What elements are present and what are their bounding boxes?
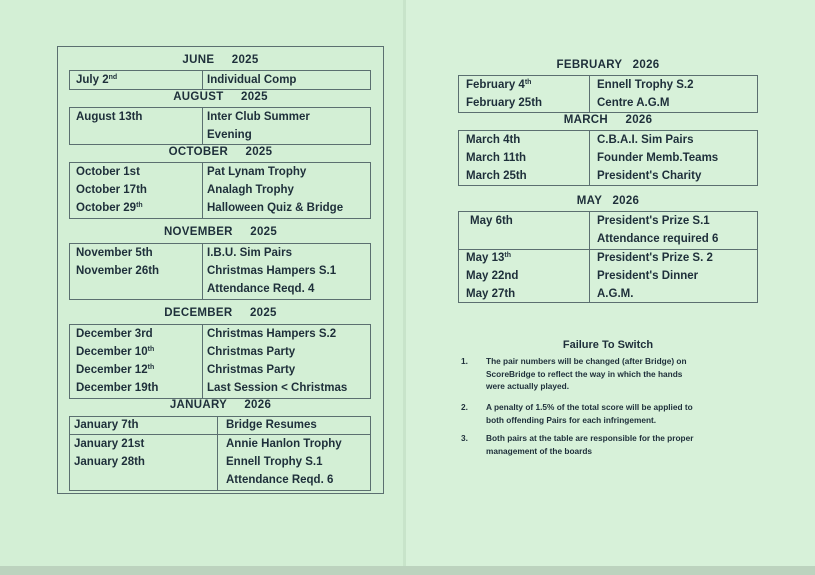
- october-date-1: October 1st: [76, 166, 140, 178]
- month-header-november: NOVEMBER 2025: [163, 226, 278, 238]
- month-header-august: AUGUST 2025: [173, 91, 268, 103]
- december-date-1: December 3rd: [76, 328, 153, 340]
- month-header-december: DECEMBER 2025: [164, 307, 277, 319]
- rule-item-2: 2. A penalty of 1.5% of the total score will be applied to both offending Pairs for each infringement.: [461, 402, 693, 425]
- may-date-3: May 13th: [466, 252, 511, 264]
- january-date-2: January 21st: [74, 438, 145, 450]
- march-date-1: March 4th: [466, 134, 521, 146]
- february-date-2: February 25th: [466, 97, 543, 109]
- month-header-may: MAY 2026: [576, 195, 640, 207]
- month-header-june: JUNE 2025: [182, 54, 259, 66]
- may-date-4: May 22nd: [466, 270, 519, 282]
- august-event-1: Inter Club Summer: [207, 111, 310, 123]
- failure-to-switch-title: Failure To Switch: [562, 339, 654, 351]
- month-header-january: JANUARY 2026: [169, 399, 272, 411]
- january-event-4: Attendance Reqd. 6: [226, 474, 334, 486]
- december-event-1: Christmas Hampers S.2: [207, 328, 337, 340]
- march-event-3: President's Charity: [597, 170, 702, 182]
- october-date-3: October 29th: [76, 202, 143, 214]
- june-date-1: July 2nd: [76, 74, 118, 86]
- january-date-1: January 7th: [74, 419, 139, 431]
- may-event-3: President's Prize S. 2: [597, 252, 713, 264]
- february-event-2: Centre A.G.M: [597, 97, 670, 109]
- month-header-march: MARCH 2026: [563, 114, 653, 126]
- june-event-1: Individual Comp: [207, 74, 297, 86]
- november-event-3: Attendance Reqd. 4: [207, 283, 315, 295]
- january-date-3: January 28th: [74, 456, 145, 468]
- december-event-4: Last Session < Christmas: [207, 382, 348, 394]
- rule-item-1: 1. The pair numbers will be changed (after Bridge) on ScoreBridge to reflect the way in which the hands were actually played.: [461, 356, 687, 391]
- march-event-1: C.B.A.I. Sim Pairs: [597, 134, 694, 146]
- may-event-4: President's Dinner: [597, 270, 699, 282]
- march-date-2: March 11th: [466, 152, 527, 164]
- month-header-february: FEBRUARY 2026: [556, 59, 660, 71]
- may-event-1: President's Prize S.1: [597, 215, 710, 227]
- march-date-3: March 25th: [466, 170, 527, 182]
- august-event-2: Evening: [207, 129, 252, 141]
- january-event-1: Bridge Resumes: [226, 419, 317, 431]
- page-fold: [403, 0, 406, 575]
- december-date-2: December 10th: [76, 346, 155, 358]
- december-event-2: Christmas Party: [207, 346, 296, 358]
- page-bottom-edge: [0, 566, 815, 575]
- may-event-5: A.G.M.: [597, 288, 634, 300]
- november-date-2: November 26th: [76, 265, 160, 277]
- may-date-5: May 27th: [466, 288, 516, 300]
- january-event-3: Ennell Trophy S.1: [226, 456, 323, 468]
- december-date-4: December 19th: [76, 382, 159, 394]
- november-event-1: I.B.U. Sim Pairs: [207, 247, 293, 259]
- march-event-2: Founder Memb.Teams: [597, 152, 719, 164]
- rule-item-3: 3. Both pairs at the table are responsible for the proper management of the boards: [461, 433, 694, 456]
- january-event-2: Annie Hanlon Trophy: [226, 438, 342, 450]
- october-event-2: Analagh Trophy: [207, 184, 294, 196]
- december-event-3: Christmas Party: [207, 364, 296, 376]
- october-date-2: October 17th: [76, 184, 147, 196]
- february-event-1: Ennell Trophy S.2: [597, 79, 694, 91]
- month-header-october: OCTOBER 2025: [168, 146, 273, 158]
- august-date-1: August 13th: [76, 111, 143, 123]
- december-date-3: December 12th: [76, 364, 155, 376]
- october-event-1: Pat Lynam Trophy: [207, 166, 307, 178]
- may-event-2: Attendance required 6: [597, 233, 719, 245]
- october-event-3: Halloween Quiz & Bridge: [207, 202, 344, 214]
- february-date-1: February 4th: [466, 79, 532, 91]
- november-event-2: Christmas Hampers S.1: [207, 265, 337, 277]
- may-date-1: May 6th: [470, 215, 513, 227]
- november-date-1: November 5th: [76, 247, 153, 259]
